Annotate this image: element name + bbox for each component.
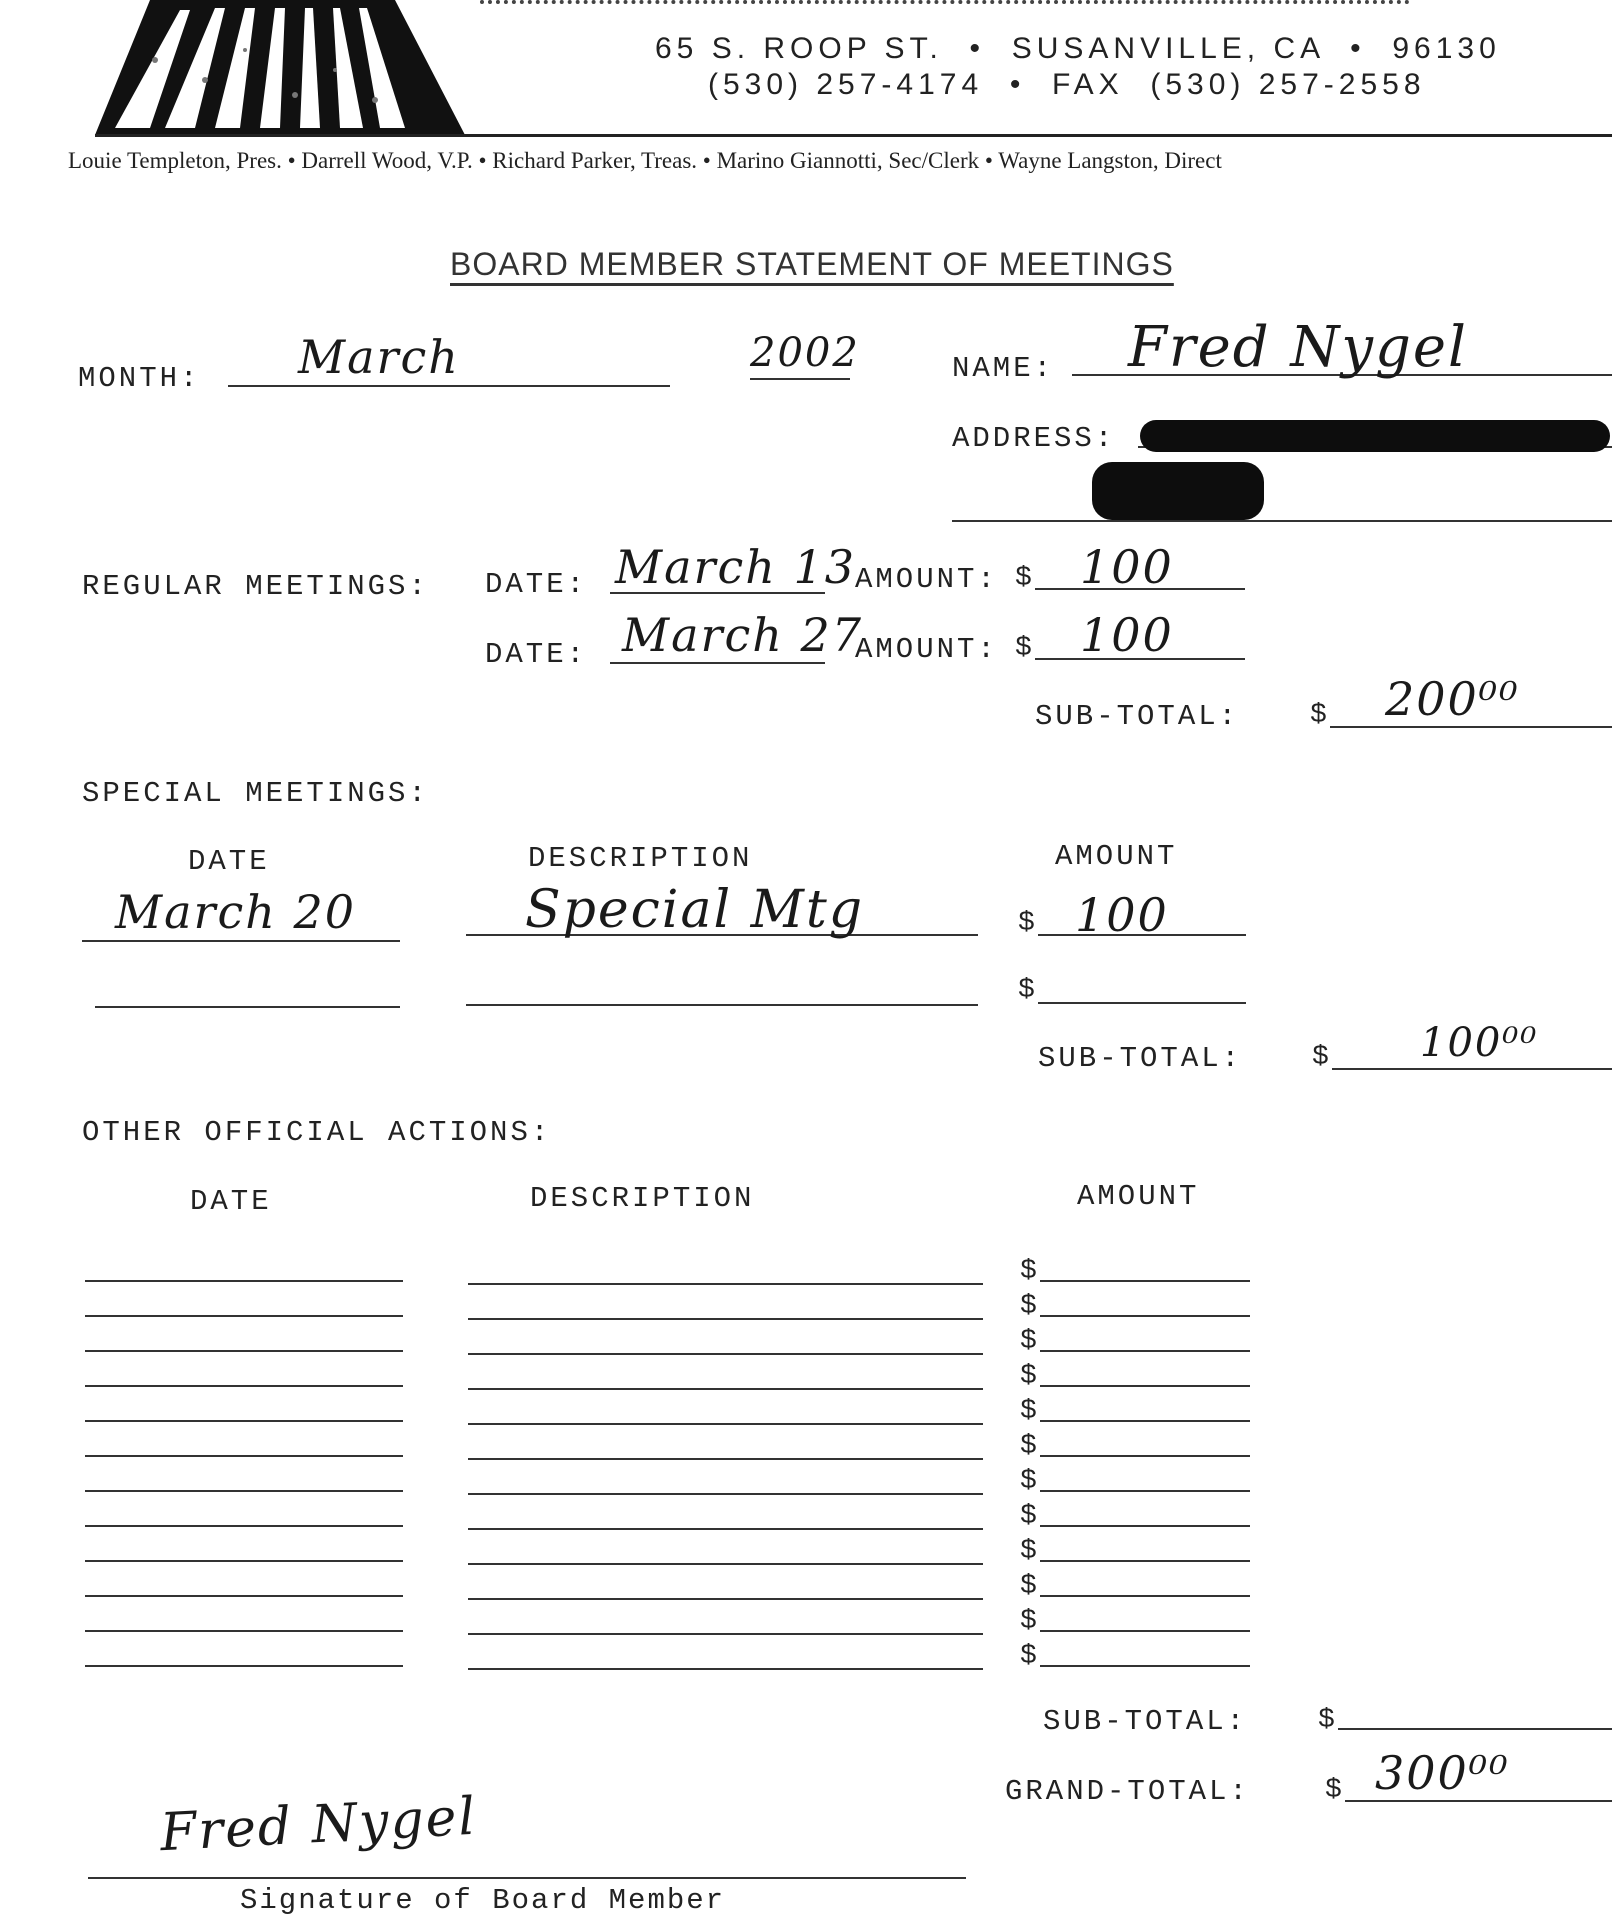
other-desc-line xyxy=(468,1633,983,1635)
other-dollar: $ xyxy=(1020,1396,1037,1427)
other-actions-label: OTHER OFFICIAL ACTIONS: xyxy=(82,1116,552,1149)
address-label: ADDRESS: xyxy=(952,422,1116,455)
other-desc-line xyxy=(468,1493,983,1495)
other-desc-line xyxy=(468,1388,983,1390)
other-dollar: $ xyxy=(1020,1641,1037,1672)
other-date-line xyxy=(85,1315,403,1317)
signature-handwriting: Fred Nygel xyxy=(158,1786,479,1864)
other-date-line xyxy=(85,1490,403,1492)
other-amount-line xyxy=(1040,1350,1250,1352)
other-desc-line xyxy=(468,1353,983,1355)
other-amount-line xyxy=(1040,1630,1250,1632)
other-dollar: $ xyxy=(1020,1466,1037,1497)
special-date-line-1 xyxy=(82,940,400,942)
other-subtotal-dollar: $ xyxy=(1318,1705,1335,1736)
other-dollar: $ xyxy=(1020,1291,1037,1322)
other-date-line xyxy=(85,1630,403,1632)
regular-date-2: March 27 xyxy=(622,608,864,662)
special-subtotal-label: SUB-TOTAL: xyxy=(1038,1042,1243,1075)
other-dollar: $ xyxy=(1020,1431,1037,1462)
other-dollar: $ xyxy=(1020,1326,1037,1357)
other-desc-line xyxy=(468,1458,983,1460)
grand-total-value: 300⁰⁰ xyxy=(1375,1746,1510,1800)
officers-line: Louie Templeton, Pres. • Darrell Wood, V.P. • Richard Parker, Treas. • Marino Giannotti, Sec/Clerk • Wayne Langston, Direct xyxy=(68,148,1222,173)
regular-subtotal-line xyxy=(1330,726,1612,728)
special-meetings-label: SPECIAL MEETINGS: xyxy=(82,777,429,810)
other-date-line xyxy=(85,1665,403,1667)
other-subtotal-line xyxy=(1338,1728,1612,1730)
header-address: 65 S. ROOP ST. • SUSANVILLE, CA • 96130 xyxy=(655,32,1501,65)
regular-subtotal-value: 200⁰⁰ xyxy=(1385,672,1520,726)
special-dollar-1: $ xyxy=(1018,908,1035,939)
header-rule xyxy=(95,134,1612,137)
other-desc-line xyxy=(468,1563,983,1565)
other-amount-line xyxy=(1040,1455,1250,1457)
other-col-amount: AMOUNT xyxy=(1077,1180,1200,1213)
other-amount-line xyxy=(1040,1595,1250,1597)
special-subtotal-dollar: $ xyxy=(1312,1042,1329,1073)
other-date-line xyxy=(85,1350,403,1352)
other-date-line xyxy=(85,1420,403,1422)
name-label: NAME: xyxy=(952,352,1055,385)
other-dollar: $ xyxy=(1020,1361,1037,1392)
other-date-line xyxy=(85,1525,403,1527)
other-desc-line xyxy=(468,1423,983,1425)
other-desc-line xyxy=(468,1283,983,1285)
regular-subtotal-label: SUB-TOTAL: xyxy=(1035,700,1240,733)
regular-date-label-1: DATE: xyxy=(485,568,588,601)
special-col-date: DATE xyxy=(188,845,270,878)
name-value: Fred Nygel xyxy=(1128,315,1468,380)
other-date-line xyxy=(85,1280,403,1282)
signature-line xyxy=(88,1877,966,1879)
address-redaction-2 xyxy=(1092,462,1264,520)
regular-date-1: March 13 xyxy=(615,540,857,594)
other-dollar: $ xyxy=(1020,1501,1037,1532)
special-subtotal-value: 100⁰⁰ xyxy=(1420,1020,1539,1066)
regular-amount-2: 100 xyxy=(1080,608,1174,662)
month-value: March xyxy=(298,330,460,384)
other-amount-line xyxy=(1040,1665,1250,1667)
other-date-line xyxy=(85,1385,403,1387)
special-amount-line-2 xyxy=(1038,1002,1246,1004)
regular-amount-label-1: AMOUNT: xyxy=(855,563,998,596)
regular-dollar-1: $ xyxy=(1015,563,1032,594)
special-amount-1: 100 xyxy=(1075,888,1169,942)
form-title: BOARD MEMBER STATEMENT OF MEETINGS xyxy=(450,246,1174,282)
other-dollar: $ xyxy=(1020,1571,1037,1602)
regular-subtotal-dollar: $ xyxy=(1310,700,1327,731)
special-subtotal-line xyxy=(1332,1068,1612,1070)
address-redaction-1 xyxy=(1140,420,1610,452)
grand-total-label: GRAND-TOTAL: xyxy=(1005,1775,1250,1808)
other-col-date: DATE xyxy=(190,1185,272,1218)
special-col-amount: AMOUNT xyxy=(1055,840,1178,873)
regular-date-line-2 xyxy=(610,662,825,664)
other-col-description: DESCRIPTION xyxy=(530,1182,755,1215)
signature-label: Signature of Board Member xyxy=(240,1884,726,1917)
month-label: MONTH: xyxy=(78,362,201,395)
special-desc-line-2 xyxy=(466,1004,978,1006)
special-col-description: DESCRIPTION xyxy=(528,842,753,875)
other-amount-line xyxy=(1040,1385,1250,1387)
other-desc-line xyxy=(468,1528,983,1530)
month-line xyxy=(228,385,670,387)
other-amount-line xyxy=(1040,1280,1250,1282)
org-name-remnant xyxy=(480,0,1410,4)
other-desc-line xyxy=(468,1668,983,1670)
other-date-line xyxy=(85,1455,403,1457)
other-desc-line xyxy=(468,1318,983,1320)
other-dollar: $ xyxy=(1020,1256,1037,1287)
other-amount-line xyxy=(1040,1315,1250,1317)
other-amount-line xyxy=(1040,1525,1250,1527)
header-phone: (530) 257-4174 • FAX (530) 257-2558 xyxy=(708,68,1426,101)
other-dollar: $ xyxy=(1020,1606,1037,1637)
other-subtotal-label: SUB-TOTAL: xyxy=(1043,1705,1248,1738)
special-date-1: March 20 xyxy=(115,885,357,939)
other-amount-line xyxy=(1040,1490,1250,1492)
special-desc-1: Special Mtg xyxy=(525,880,865,940)
other-date-line xyxy=(85,1595,403,1597)
regular-meetings-label: REGULAR MEETINGS: xyxy=(82,570,429,603)
regular-amount-label-2: AMOUNT: xyxy=(855,633,998,666)
regular-dollar-2: $ xyxy=(1015,633,1032,664)
other-dollar: $ xyxy=(1020,1536,1037,1567)
regular-amount-1: 100 xyxy=(1080,540,1174,594)
year-line xyxy=(750,378,850,380)
year-value: 2002 xyxy=(750,330,860,376)
grand-total-dollar: $ xyxy=(1325,1775,1342,1806)
regular-date-label-2: DATE: xyxy=(485,638,588,671)
special-date-line-2 xyxy=(95,1006,400,1008)
other-date-line xyxy=(85,1560,403,1562)
other-amount-line xyxy=(1040,1420,1250,1422)
special-dollar-2: $ xyxy=(1018,975,1035,1006)
other-amount-line xyxy=(1040,1560,1250,1562)
other-desc-line xyxy=(468,1598,983,1600)
district-logo xyxy=(95,0,465,135)
grand-total-line xyxy=(1345,1800,1612,1802)
address-line-2 xyxy=(952,520,1612,522)
